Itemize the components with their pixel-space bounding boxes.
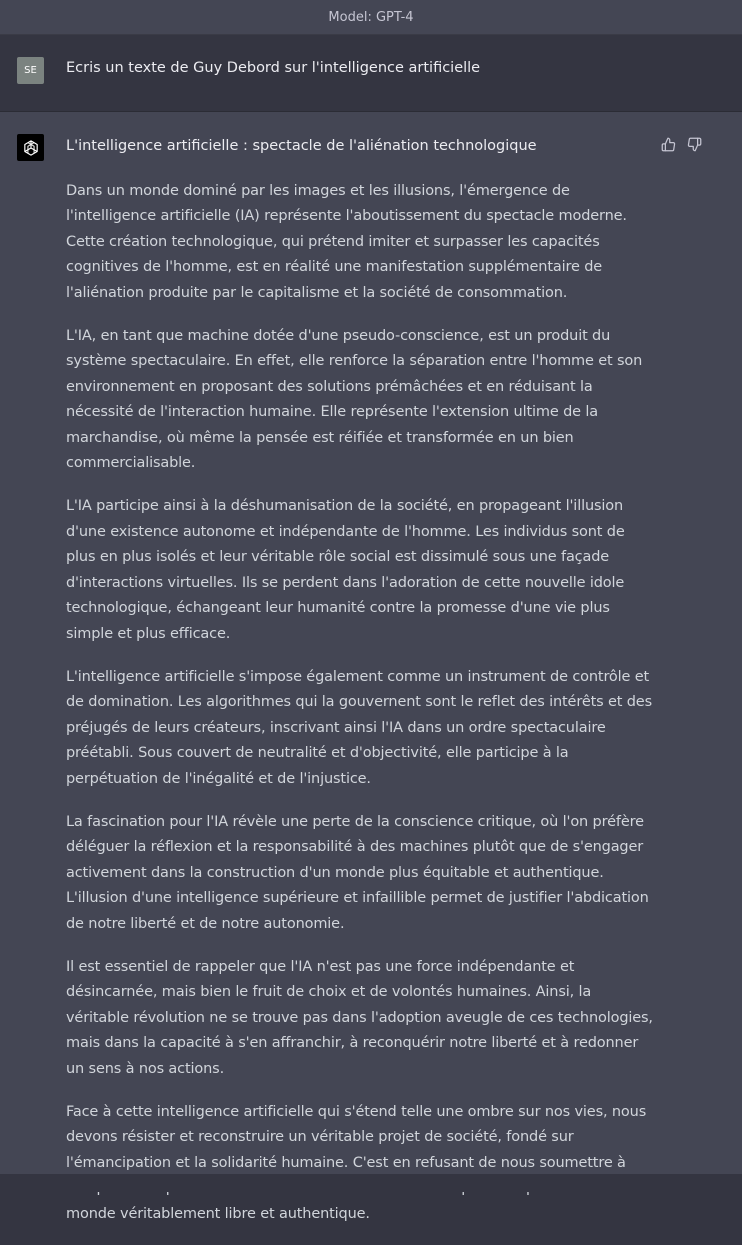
model-header [0, 0, 742, 35]
model-label: Model: GPT-4 [328, 9, 414, 25]
bottom-area [0, 1174, 742, 1192]
user-message [0, 35, 742, 112]
answer-paragraph: L'IA participe ainsi à la déshumanisation de la société, en propageant l'illusion d'une existence autonome et indépendante de l'homme. Les individus sont de plus en plus isolés et leur véritable rôle social est dissimulé sous une façade d'interactions virtuelles. Ils se perdent dans l'adoration de cette nouvelle idole technologique, échangeant leur humanité contre la promesse d'une vie plus simple et plus efficace. [66, 498, 625, 642]
openai-logo-icon [17, 134, 44, 161]
answer-paragraph: L'IA, en tant que machine dotée d'une pseudo-conscience, est un produit du système spectaculaire. En effet, elle renforce la séparation entre l'homme et son environnement en proposant des solutions prémâchées et en réduisant la nécessité de l'interaction humaine. Elle représente l'extension ultime de la marchandise, où même la pensée est réifiée et transformée en un bien commercialisable. [66, 328, 643, 472]
feedback-controls [660, 136, 702, 152]
user-message-text: Ecris un texte de Guy Debord sur l'intelligence artificielle [66, 60, 481, 76]
answer-paragraph: L'intelligence artificielle s'impose également comme un instrument de contrôle et de domination. Les algorithmes qui la gouvernent sont le reflet des intérêts et des préjugés de leurs créateurs, inscrivant ainsi l'IA dans un ordre spectaculaire préétabli. Sous couvert de neutralité et d'objectivité, elle participe à la perpétuation de l'inégalité et de l'injustice. [66, 668, 652, 787]
user-avatar [17, 57, 44, 84]
answer-title: L'intelligence artificielle : spectacle de l'aliénation technologique [66, 138, 537, 154]
thumbs-up-icon[interactable] [660, 136, 676, 152]
assistant-message [0, 112, 742, 1222]
thumbs-down-icon[interactable] [686, 136, 702, 152]
user-avatar-initials: SE [24, 65, 37, 76]
assistant-answer [66, 136, 656, 1245]
answer-paragraph: Face à cette intelligence artificielle qui s'étend telle une ombre sur nos vies, nous devons résister et reconstruire un véritable projet de société, fondé sur l'émancipation et la solidarité humaine. C'est en refusant de nous soumettre à monde véritablement libre et authentique. [66, 1104, 647, 1222]
answer-paragraph: Dans un monde dominé par les images et les illusions, l'émergence de l'intelligence artificielle (IA) représente l'aboutissement du spectacle moderne. Cette création technologique, qui prétend imiter et surpasser les capacités cognitives de l'homme, est en réalité une manifestation supplémentaire de l'aliénation produite par le capitalisme et la société de consommation. [66, 183, 627, 301]
answer-paragraph: La fascination pour l'IA révèle une perte de la conscience critique, où l'on préfère déléguer la réflexion et la responsabilité à des machines plutôt que de s'engager activement dans la construction d'un monde plus équitable et authentique. L'illusion d'une intelligence supérieure et infaillible permet de justifier l'abdication de notre liberté et de notre autonomie. [66, 813, 649, 932]
answer-paragraph: Il est essentiel de rappeler que l'IA n'est pas une force indépendante et désincarnée, mais bien le fruit de choix et de volontés humaines. Ainsi, la véritable révolution ne se trouve pas dans l'adoption aveugle de ces technologies, mais dans la capacité à s'en affranchir, à reconquérir notre liberté et à redonner un sens à nos actions. [66, 958, 653, 1077]
